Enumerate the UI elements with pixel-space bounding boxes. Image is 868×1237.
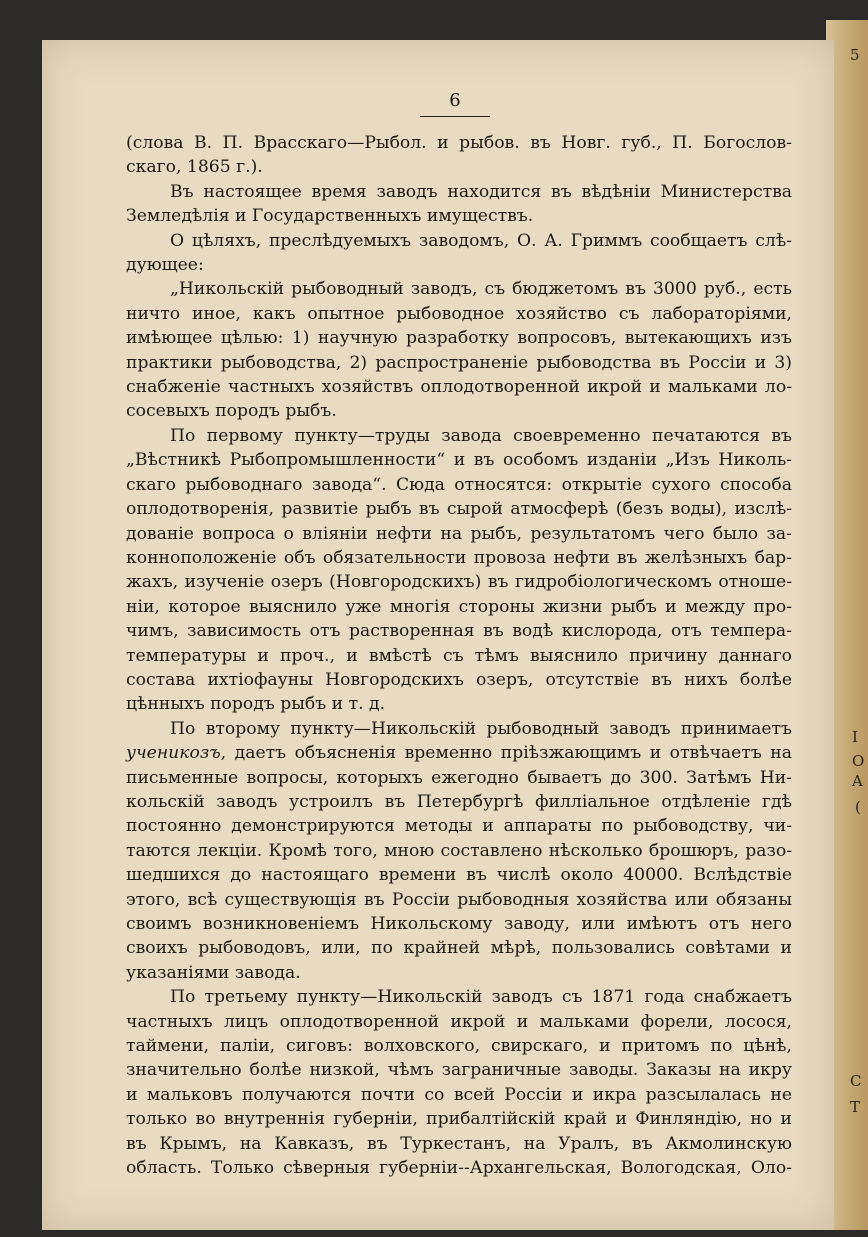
edge-mark-4: A (852, 772, 863, 790)
page-number-rule (420, 116, 490, 117)
text-line-41: только во внутреннія губерніи, прибалтійскій край и Финляндію, но и (126, 1109, 792, 1130)
text-line-43: область. Только сѣверныя губерніи--Архангельская, Вологодская, Оло- (126, 1158, 792, 1179)
text-line-26 (126, 741, 792, 765)
text-line-42: въ Крымъ, на Кавказъ, въ Туркестанъ, на Уралъ, въ Акмолинскую (126, 1133, 792, 1154)
text-line-4: Земледѣлія и Государственныхъ имуществъ. (126, 206, 534, 227)
text-line-6: дующее: (126, 255, 204, 276)
text-line-38: таймени, паліи, сиговъ: волховского, свирскаго, и притомъ по цѣнѣ, (126, 1036, 792, 1057)
text-line-34: своихъ рыбоводовъ, или, по крайней мѣрѣ, пользовались совѣтами и (126, 938, 792, 959)
text-line-5: О цѣляхъ, преслѣдуемыхъ заводомъ, О. А. Гриммъ сообщаетъ слѣ- (170, 230, 792, 251)
text-line-21: чимъ, зависимость отъ растворенная въ водѣ кислорода, отъ темпера- (126, 621, 792, 642)
text-line-35: указаніями завода. (126, 962, 301, 983)
text-line-37: частныхъ лицъ оплодотворенной икрой и мальками форели, лосося, (126, 1011, 792, 1032)
text-line-9: имѣющее цѣлью: 1) научную разработку вопросовъ, вытекающихъ изъ (126, 328, 792, 349)
edge-mark-5: ( (855, 798, 861, 816)
text-line-30: таются лекціи. Кромѣ того, мною составлено нѣсколько брошюръ, разо- (126, 840, 792, 861)
text-line-12: сосевыхъ породъ рыбъ. (126, 401, 337, 422)
text-line-25: По второму пункту—Никольскій рыбоводный заводъ принимаетъ (170, 718, 792, 739)
text-line-39: значительно болѣе низкой, чѣмъ заграничные заводы. Заказы на икру (126, 1060, 792, 1081)
text-line-32: этого, всѣ существующія въ Россіи рыбоводныя хозяйства или обязаны (126, 889, 792, 910)
edge-mark-1: 5 (850, 46, 860, 64)
text-line-28: кольскій заводъ устроилъ въ Петербургѣ филліальное отдѣленіе гдѣ (126, 791, 792, 812)
text-line-17: дованіе вопроса о вліяніи нефти на рыбъ, результатомъ чего было за- (126, 523, 792, 544)
edge-mark-7: T (850, 1098, 861, 1116)
text-line-2: скаго, 1865 г.). (126, 157, 263, 178)
text-line-33: своимъ возникновеніемъ Никольскому заводу, или имѣютъ отъ него (126, 914, 792, 934)
text-line-23: состава ихтіофауны Новгородскихъ озеръ, отсутствіе въ нихъ болѣе (126, 669, 792, 690)
page-number: 6 (449, 90, 461, 111)
edge-mark-6: C (850, 1072, 862, 1090)
text-line-19: жахъ, изученіе озеръ (Новгородскихъ) въ гидробіологическомъ отноше- (126, 572, 792, 593)
edge-mark-3: O (852, 752, 865, 770)
text-line-36: По третьему пункту—Никольскій заводъ съ 1871 года снабжаетъ (170, 987, 792, 1008)
text-line-8: ничто иное, какъ опытное рыбоводное хозяйство съ лабораторіями, (126, 303, 792, 324)
text-line-29: постоянно демонстрируются методы и аппараты по рыбоводству, чи- (126, 816, 792, 837)
edge-mark-2: I (852, 728, 858, 746)
italic-word: ученикозъ (126, 743, 221, 764)
text-line-11: снабженіе частныхъ хозяйствъ оплодотворенной икрой и мальками ло- (126, 377, 792, 398)
text-line-15: скаго рыбоводнаго завода“. Сюда относятся: открытіе сухого способа (126, 474, 792, 495)
text-line-31: шедшихся до настоящаго времени въ числѣ около 40000. Вслѣдствіе (126, 865, 792, 886)
text-line-20: ніи, которое выяснило уже многія стороны жизни рыбъ и между про- (126, 596, 792, 617)
text-line-7: „Никольскій рыбоводный заводъ, съ бюджетомъ въ 3000 руб., есть (170, 279, 792, 300)
text-line-14: „Вѣстникѣ Рыбопромышленности“ и въ особомъ изданіи „Изъ Николь- (126, 450, 792, 471)
body-text (126, 131, 792, 1180)
text-line-22: температуры и проч., и вмѣстѣ съ тѣмъ выяснило причину даннаго (126, 645, 792, 666)
text-line-40: и мальковъ получаются почти со всей Россіи и икра разсылалась не (126, 1084, 792, 1105)
text-line-27: письменные вопросы, которыхъ ежегодно бываетъ до 300. Затѣмъ Ни- (126, 767, 792, 788)
text-line-16: оплодотворенія, развитіе рыбъ въ сырой атмосферѣ (безъ воды), изслѣ- (126, 499, 792, 520)
text-line-24: цѣнныхъ породъ рыбъ и т. д. (126, 694, 386, 715)
text-line-3: Въ настоящее время заводъ находится въ вѣдѣніи Министерства (170, 181, 792, 202)
text-line-1: (слова В. П. Врасскаго—Рыбол. и рыбов. въ Новг. губ., П. Богослов- (126, 133, 792, 153)
text-line-18: конноположеніе объ обязательности провоза нефти въ желѣзныхъ бар- (126, 547, 792, 568)
text-line-10: практики рыбоводства, 2) распространеніе рыбоводства въ Россіи и 3) (126, 352, 792, 373)
text-line-26-rest: , даетъ объясненія временно пріѣзжающимъ и отвѣчаетъ на (220, 743, 792, 764)
text-line-13: По первому пункту—труды завода своевременно печатаются въ (170, 425, 792, 446)
